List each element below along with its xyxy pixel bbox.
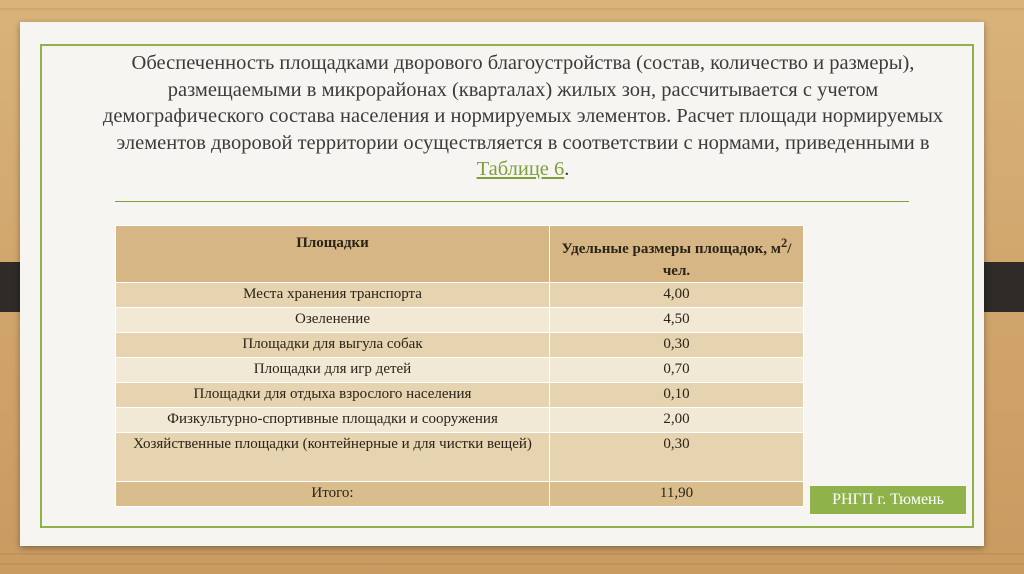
- row-name: Физкультурно-спортивные площадки и сооружения: [116, 408, 550, 433]
- norms-table: [115, 225, 804, 507]
- title-text: Обеспеченность площадками дворового благоустройства (состав, количество и размеры), размещаемыми в микрорайонах (кварталах) жилых зон, рассчитывается с учетом демографического состава населения и нормируемых элементов. Расчет площади нормируемых элементов дворовой территории осуществляется в соответствии с нормами, приведенными в: [102, 52, 944, 154]
- table-total-row: [116, 482, 804, 507]
- row-name: Площадки для игр детей: [116, 358, 550, 383]
- total-label: Итого:: [116, 482, 550, 507]
- row-name: Площадки для отдыха взрослого населения: [116, 383, 550, 408]
- source-badge: РНГП г. Тюмень: [810, 486, 966, 514]
- row-value: 0,70: [550, 358, 804, 383]
- table-row: [116, 408, 804, 433]
- row-value: 4,00: [550, 283, 804, 308]
- row-name: Площадки для выгула собак: [116, 333, 550, 358]
- row-value: 0,30: [550, 333, 804, 358]
- row-value: 4,50: [550, 308, 804, 333]
- header-sites: Площадки: [116, 226, 550, 283]
- table-row: [116, 383, 804, 408]
- row-value: 0,10: [550, 383, 804, 408]
- table-row: [116, 283, 804, 308]
- row-name: Хозяйственные площадки (контейнерные и для чистки вещей): [116, 433, 550, 482]
- table-row: [116, 333, 804, 358]
- row-value: 2,00: [550, 408, 804, 433]
- table-row: [116, 308, 804, 333]
- table-header-row: [116, 226, 804, 283]
- table-6-link[interactable]: Таблице 6: [476, 158, 565, 180]
- title-underline: [115, 201, 909, 202]
- table-row: [116, 358, 804, 383]
- row-name: Озеленение: [116, 308, 550, 333]
- title-end: .: [564, 158, 570, 180]
- slide-title: [98, 50, 948, 183]
- row-value: 0,30: [550, 433, 804, 482]
- total-value: 11,90: [550, 482, 804, 507]
- table-row: [116, 433, 804, 482]
- header-specific-size: Удельные размеры площадок, $м^2$/чел.: [550, 226, 804, 283]
- row-name: Места хранения транспорта: [116, 283, 550, 308]
